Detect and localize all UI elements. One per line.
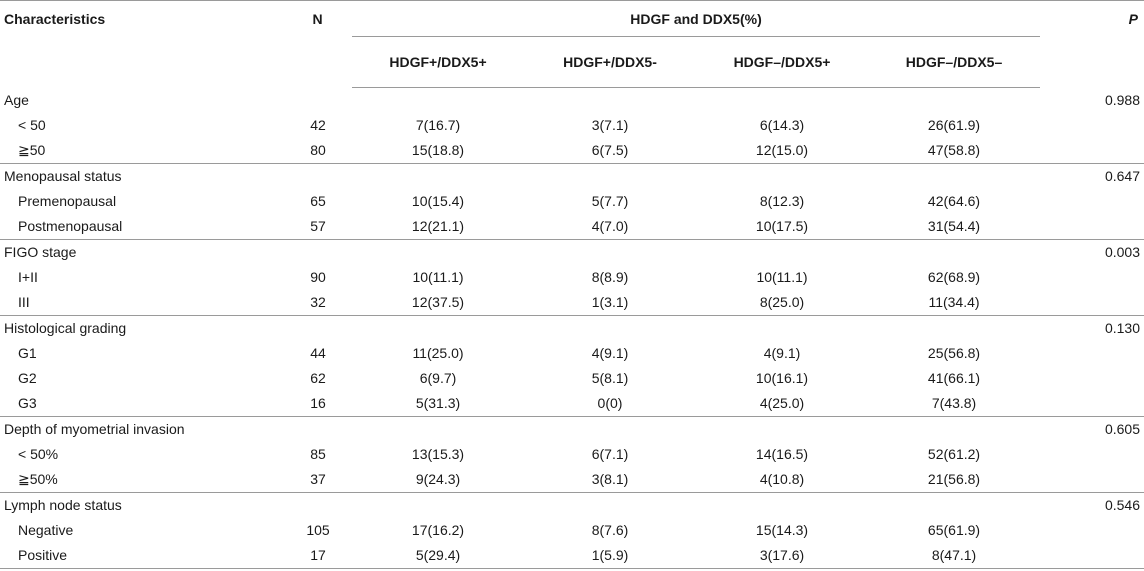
row-label: Premenopausal xyxy=(18,193,117,210)
n-value: 57 xyxy=(310,218,326,235)
n-value: 80 xyxy=(310,142,326,159)
count-percent-cell: 6(9.7) xyxy=(419,370,457,387)
empty-cell xyxy=(1040,366,1144,391)
empty-cell xyxy=(868,492,1040,517)
empty-cell xyxy=(1040,138,1144,163)
subgroup-header: HDGF–/DDX5– xyxy=(868,37,1040,88)
column-header-n: N xyxy=(312,11,323,27)
empty-cell xyxy=(868,239,1040,264)
table-row xyxy=(0,518,1144,543)
n-value: 105 xyxy=(306,522,330,539)
subgroup-header: HDGF+/DDX5+ xyxy=(352,37,524,88)
empty-cell xyxy=(524,163,696,188)
table-row xyxy=(0,340,1144,365)
empty-cell xyxy=(696,163,868,188)
count-percent-cell: 3(17.6) xyxy=(696,543,868,568)
empty-cell xyxy=(1040,340,1144,365)
table-row xyxy=(0,442,1144,467)
count-percent-cell: 12(37.5) xyxy=(411,294,465,311)
count-percent-cell: 6(7.5) xyxy=(591,142,629,159)
empty-cell xyxy=(868,163,1040,188)
empty-cell xyxy=(696,88,868,113)
count-percent-cell: 11(25.0) xyxy=(412,345,464,362)
count-percent-cell: 6(14.3) xyxy=(759,117,805,134)
empty-cell xyxy=(1040,189,1144,214)
empty-cell xyxy=(1040,265,1144,290)
count-percent-cell: 10(11.1) xyxy=(412,269,464,286)
p-value: 0.647 xyxy=(1040,163,1144,188)
count-percent-cell: 4(25.0) xyxy=(759,395,805,412)
empty-cell xyxy=(352,88,524,113)
category-row xyxy=(0,239,1144,264)
count-percent-cell: 41(66.1) xyxy=(927,370,981,387)
count-percent-cell: 5(7.7) xyxy=(591,193,629,210)
column-group-header: HDGF and DDX5(%) xyxy=(352,1,1040,37)
count-percent-cell: 8(25.0) xyxy=(759,294,805,311)
empty-cell xyxy=(352,416,524,441)
count-percent-cell: 8(12.3) xyxy=(759,193,805,210)
n-value: 65 xyxy=(310,193,326,210)
n-value: 85 xyxy=(310,446,326,463)
count-percent-cell: 4(9.1) xyxy=(591,345,629,362)
count-percent-cell: 9(24.3) xyxy=(415,471,461,488)
subgroup-header: HDGF–/DDX5+ xyxy=(696,37,868,88)
empty-cell xyxy=(252,88,352,113)
count-percent-cell: 1(3.1) xyxy=(591,294,629,311)
empty-cell xyxy=(1040,518,1144,543)
row-label: ≧50% xyxy=(18,470,58,487)
table-row xyxy=(0,290,1144,315)
count-percent-cell: 47(58.8) xyxy=(927,142,981,159)
empty-cell xyxy=(1040,391,1144,416)
empty-cell xyxy=(696,315,868,340)
row-label: Positive xyxy=(0,543,252,568)
count-percent-cell: 10(17.5) xyxy=(755,218,809,235)
empty-cell xyxy=(524,239,696,264)
count-percent-cell: 3(8.1) xyxy=(591,471,629,488)
empty-cell xyxy=(352,239,524,264)
empty-cell xyxy=(1040,467,1144,492)
empty-cell xyxy=(1040,543,1144,568)
row-label: ≧50 xyxy=(18,141,46,158)
p-value: 0.605 xyxy=(1040,416,1144,441)
category-label: Lymph node status xyxy=(0,492,252,517)
table-row xyxy=(0,543,1144,568)
count-percent-cell: 5(8.1) xyxy=(591,370,629,387)
empty-cell xyxy=(868,88,1040,113)
empty-cell xyxy=(696,492,868,517)
empty-cell xyxy=(352,315,524,340)
category-label: Menopausal status xyxy=(0,163,252,188)
count-percent-cell: 65(61.9) xyxy=(927,522,981,539)
count-percent-cell: 6(7.1) xyxy=(591,446,629,463)
n-value: 16 xyxy=(310,395,326,412)
category-row xyxy=(0,416,1144,441)
count-percent-cell: 0(0) xyxy=(597,395,623,412)
row-label: G1 xyxy=(18,345,37,362)
count-percent-cell: 4(7.0) xyxy=(591,218,629,235)
empty-cell xyxy=(1040,113,1144,138)
empty-cell xyxy=(252,416,352,441)
empty-cell xyxy=(524,492,696,517)
count-percent-cell: 8(47.1) xyxy=(868,543,1040,568)
count-percent-cell: 15(18.8) xyxy=(411,142,465,159)
category-label: Age xyxy=(4,92,29,109)
count-percent-cell: 3(7.1) xyxy=(591,117,629,134)
category-row xyxy=(0,315,1144,340)
table-body xyxy=(0,88,1144,569)
count-percent-cell: 31(54.4) xyxy=(927,218,981,235)
table-header xyxy=(0,1,1144,88)
category-label: Histological grading xyxy=(0,315,252,340)
count-percent-cell: 42(64.6) xyxy=(927,193,981,210)
count-percent-cell: 5(31.3) xyxy=(415,395,461,412)
count-percent-cell: 10(15.4) xyxy=(411,193,465,210)
row-label: < 50 xyxy=(18,117,46,134)
count-percent-cell: 7(43.8) xyxy=(931,395,977,412)
empty-cell xyxy=(868,416,1040,441)
table-row xyxy=(0,391,1144,416)
count-percent-cell: 25(56.8) xyxy=(927,345,981,362)
n-value: 17 xyxy=(252,543,352,568)
table-row xyxy=(0,467,1144,492)
empty-cell xyxy=(352,163,524,188)
empty-cell xyxy=(252,315,352,340)
empty-cell xyxy=(1040,442,1144,467)
empty-cell xyxy=(696,416,868,441)
table-row xyxy=(0,366,1144,391)
count-percent-cell: 10(11.1) xyxy=(756,269,808,286)
n-value: 44 xyxy=(310,345,326,362)
count-percent-cell: 14(16.5) xyxy=(755,446,809,463)
p-value: 0.003 xyxy=(1040,239,1144,264)
empty-cell xyxy=(252,492,352,517)
empty-cell xyxy=(696,239,868,264)
empty-cell xyxy=(352,492,524,517)
empty-cell xyxy=(524,416,696,441)
count-percent-cell: 10(16.1) xyxy=(755,370,809,387)
empty-cell xyxy=(252,163,352,188)
empty-cell xyxy=(524,88,696,113)
row-label: I+II xyxy=(18,269,38,286)
table-row xyxy=(0,214,1144,239)
count-percent-cell: 13(15.3) xyxy=(411,446,465,463)
count-percent-cell: 8(7.6) xyxy=(591,522,629,539)
row-label: III xyxy=(18,294,30,311)
row-label: Negative xyxy=(18,522,74,539)
empty-cell xyxy=(1040,290,1144,315)
table-row xyxy=(0,113,1144,138)
count-percent-cell: 21(56.8) xyxy=(927,471,981,488)
row-label: G2 xyxy=(18,370,37,387)
row-label: G3 xyxy=(18,395,37,412)
p-value: 0.130 xyxy=(1040,315,1144,340)
count-percent-cell: 26(61.9) xyxy=(927,117,981,134)
n-value: 32 xyxy=(310,294,326,311)
p-value: 0.546 xyxy=(1040,492,1144,517)
category-row xyxy=(0,88,1144,113)
count-percent-cell: 52(61.2) xyxy=(927,446,981,463)
n-value: 90 xyxy=(310,269,326,286)
table-row xyxy=(0,265,1144,290)
n-value: 37 xyxy=(310,471,326,488)
count-percent-cell: 1(5.9) xyxy=(524,543,696,568)
count-percent-cell: 17(16.2) xyxy=(411,522,465,539)
empty-cell xyxy=(524,315,696,340)
count-percent-cell: 5(29.4) xyxy=(352,543,524,568)
column-header-characteristics: Characteristics xyxy=(4,11,106,27)
column-header-p: P xyxy=(1128,11,1139,27)
count-percent-cell: 62(68.9) xyxy=(927,269,981,286)
row-label: < 50% xyxy=(18,446,59,463)
n-value: 62 xyxy=(310,370,326,387)
count-percent-cell: 7(16.7) xyxy=(415,117,461,134)
category-label: FIGO stage xyxy=(0,239,252,264)
count-percent-cell: 15(14.3) xyxy=(755,522,809,539)
count-percent-cell: 4(9.1) xyxy=(763,345,801,362)
count-percent-cell: 12(15.0) xyxy=(755,142,809,159)
subgroup-header: HDGF+/DDX5- xyxy=(524,37,696,88)
category-row xyxy=(0,163,1144,188)
count-percent-cell: 4(10.8) xyxy=(759,471,805,488)
empty-cell xyxy=(252,239,352,264)
table-row xyxy=(0,138,1144,163)
count-percent-cell: 12(21.1) xyxy=(411,218,465,235)
p-value: 0.988 xyxy=(1104,92,1141,109)
category-label: Depth of myometrial invasion xyxy=(0,416,252,441)
empty-cell xyxy=(1040,214,1144,239)
count-percent-cell: 11(34.4) xyxy=(928,294,980,311)
category-row xyxy=(0,492,1144,517)
empty-cell xyxy=(868,315,1040,340)
table-row xyxy=(0,189,1144,214)
row-label: Postmenopausal xyxy=(18,218,123,235)
count-percent-cell: 8(8.9) xyxy=(591,269,629,286)
n-value: 42 xyxy=(310,117,326,134)
